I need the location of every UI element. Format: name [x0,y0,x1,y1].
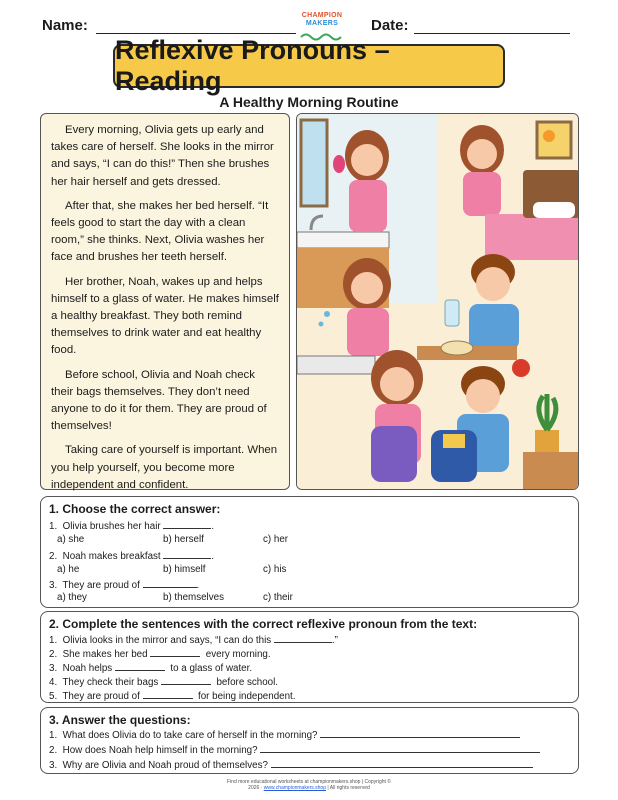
sentence-start: Olivia looks in the mirror and says, “I can do this [62,635,272,646]
section-multiple-choice [40,496,579,608]
section-questions [40,707,579,774]
sentence-end: .” [331,635,338,646]
question-row [49,578,199,591]
answer-line[interactable] [271,758,533,768]
option-b[interactable]: b) himself [163,564,206,575]
question-text: They are proud of [62,580,140,591]
name-label: Name: [42,17,88,34]
question-text: What does Olivia do to take care of herself in the morning? [62,730,318,741]
option-c[interactable]: c) his [263,564,287,575]
answer-line[interactable] [260,743,540,753]
footer [0,779,618,791]
story-paragraph: Every morning, Olivia gets up early and takes care of herself. She looks in the mirror and says, “I can do this!” Then she brushes her hair herself and gets dressed. [51,124,274,188]
option-c[interactable]: c) her [263,534,289,545]
answer-blank[interactable] [161,675,211,685]
story-paragraph: Before school, Olivia and Noah check their bags themselves. They don’t need anyone to do it for them. They are proud of themselves! [51,368,267,433]
sentence-end: for being independent. [197,691,296,702]
answer-blank[interactable] [115,661,165,671]
question-end: . [211,521,215,532]
worksheet-title: Reflexive Pronouns – Reading [113,44,505,88]
story-paragraph: Her brother, Noah, wakes up and helps himself to a glass of water. He makes himself a healthy breakfast. They both remind themselves to drink water and eat healthy food. [51,275,279,357]
item-number: 1. [49,730,58,741]
footer-rights: | All rights reserved [326,785,370,791]
sentence-start: They are proud of [62,691,140,702]
answer-line[interactable] [320,728,520,738]
sentence-start: Noah helps [62,663,113,674]
section-fill-in [40,611,579,703]
question-row [49,743,569,756]
option-b[interactable]: b) themselves [163,592,224,603]
item-number: 2. [49,649,58,660]
footer-year: 2026 · [248,785,264,791]
answer-blank[interactable] [150,647,200,657]
sentence-row [49,689,296,702]
option-a[interactable]: a) he [57,564,80,575]
sentence-start: They check their bags [62,677,159,688]
sentence-start: She makes her bed [62,649,148,660]
section-1-title: 1. Choose the correct answer: [49,502,221,516]
question-row [49,728,569,741]
sentence-row [49,647,271,660]
item-number: 3. [49,663,58,674]
section-2-title: 2. Complete the sentences with the correct reflexive pronoun from the text: [49,617,478,631]
name-line[interactable] [96,33,296,34]
story-paragraph: Taking care of yourself is important. When you help yourself, you become more independent and confident. [51,444,278,491]
date-line[interactable] [414,33,570,34]
sentence-end: before school. [216,677,279,688]
answer-blank[interactable] [143,689,193,699]
date-label: Date: [371,17,409,34]
sentence-row [49,661,252,674]
question-text: Olivia brushes her hair [62,521,161,532]
question-text: Why are Olivia and Noah proud of themselves? [62,760,268,771]
item-number: 4. [49,677,58,688]
logo-line1: CHAMPION [301,12,343,19]
question-number: 2. [49,551,58,562]
answer-blank[interactable] [274,633,332,643]
item-number: 1. [49,635,58,646]
question-end: . [196,580,200,591]
sentence-row [49,675,278,688]
question-row [49,758,569,771]
answer-blank[interactable] [163,549,211,559]
item-number: 5. [49,691,58,702]
answer-blank[interactable] [143,578,197,588]
item-number: 2. [49,745,58,756]
sentence-row [49,633,338,646]
option-c[interactable]: c) their [263,592,293,603]
story-title: A Healthy Morning Routine [219,94,399,110]
item-number: 3. [49,760,58,771]
question-row [49,519,214,532]
question-number: 3. [49,580,58,591]
sentence-end: every morning. [205,649,271,660]
question-text: Noah makes breakfast [62,551,161,562]
question-number: 1. [49,521,58,532]
story-illustration [296,113,579,490]
option-b[interactable]: b) herself [163,534,204,545]
question-row [49,549,214,562]
footer-line1: Find more educational worksheets at championmakers.shop | Copyright © [227,779,391,785]
section-3-title: 3. Answer the questions: [49,713,191,727]
story-box [40,113,290,490]
footer-link[interactable]: www.championmakers.shop [263,785,326,791]
morning-routine-illustration [297,114,579,490]
logo-line2: MAKERS [305,20,339,27]
question-text: How does Noah help himself in the morning? [62,745,258,756]
option-a[interactable]: a) she [57,534,85,545]
answer-blank[interactable] [163,519,211,529]
footer-line2 [0,785,618,791]
story-paragraph: After that, she makes her bed herself. “It feels good to start the day with a clean room,” she thinks. Next, Olivia washes her face and brushes her teeth herself. [51,199,269,264]
question-end: . [211,551,215,562]
sentence-end: to a glass of water. [170,663,253,674]
option-a[interactable]: a) they [57,592,87,603]
